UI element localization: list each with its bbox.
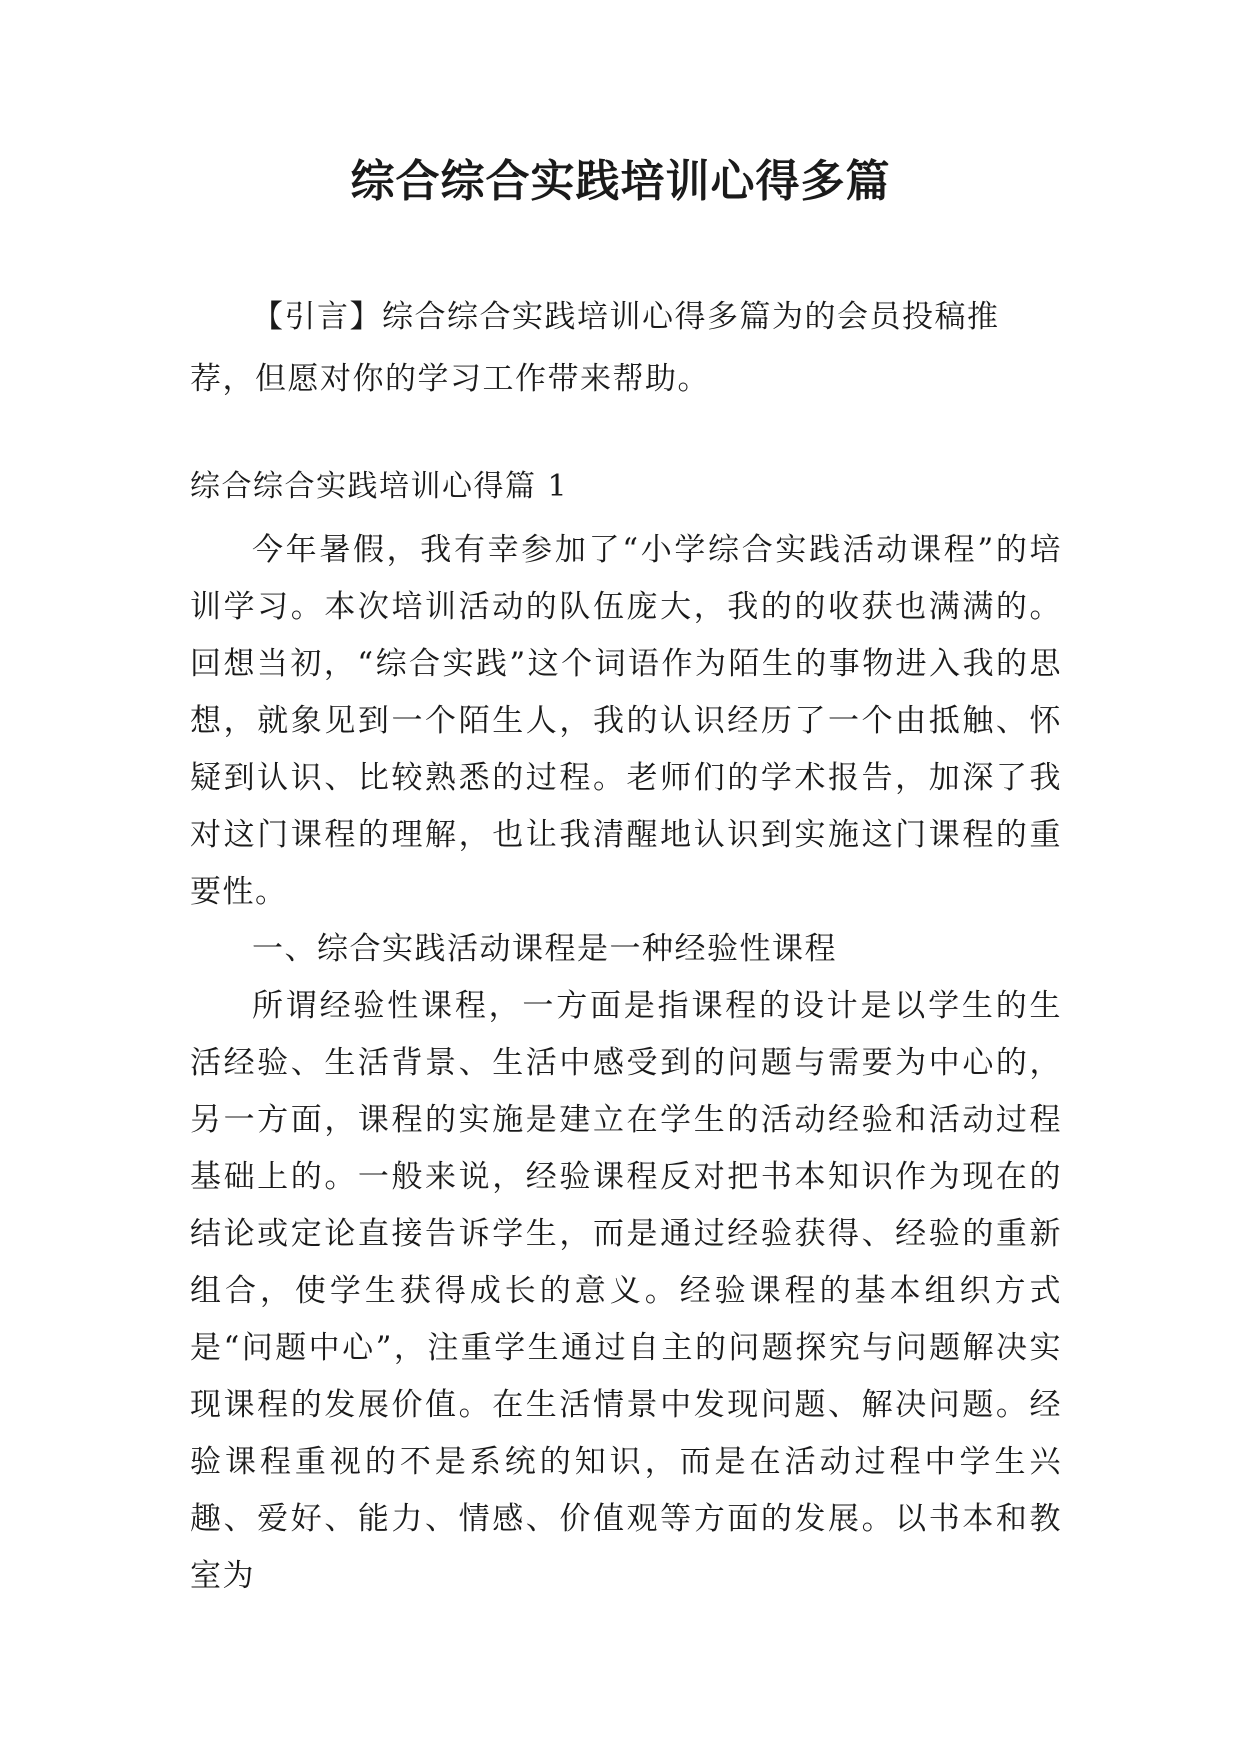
document-title: 综合综合实践培训心得多篇 [350,156,891,207]
intro-paragraph: 【引言】综合综合实践培训心得多篇为的会员投稿推荐，但愿对你的学习工作带来帮助。 [190,299,1000,397]
subheading-paragraph: 一、综合实践活动课程是一种经验性课程 [252,931,837,967]
article-body [190,522,1062,1605]
paragraph: 所谓经验性课程，一方面是指课程的设计是以学生的生活经验、生活背景、生活中感受到的问题与需要为中心的，另一方面，课程的实施是建立在学生的活动经验和活动过程基础上的。一般来说，经验课程反对把书本知识作为现在的结论或定论直接告诉学生，而是通过经验获得、经验的重新组合，使学生获得成长的意义。经验课程的基本组织方式是“问题中心”，注重学生通过自主的问题探究与问题解决实现课程的发展价值。在生活情景中发现问题、解决问题。经验课程重视的不是系统的知识，而是在活动过程中学生兴趣、爱好、能力、情感、价值观等方面的发展。以书本和教室为 [190,988,1062,1594]
section-heading: 综合综合实践培训心得篇 1 [190,469,569,504]
paragraph: 今年暑假，我有幸参加了“小学综合实践活动课程”的培训学习。本次培训活动的队伍庞大，我的的收获也满满的。回想当初，“综合实践”这个词语作为陌生的事物进入我的思想，就象见到一个陌生人，我的认识经历了一个由抵触、怀疑到认识、比较熟悉的过程。老师们的学术报告，加深了我对这门课程的理解，也让我清醒地认识到实施这门课程的重要性。 [190,532,1062,910]
